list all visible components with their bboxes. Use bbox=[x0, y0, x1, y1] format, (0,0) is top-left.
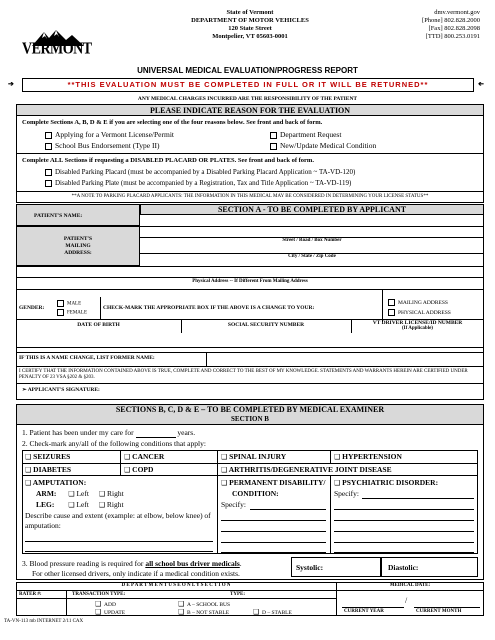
checkbox-icon[interactable]: ❑ bbox=[334, 453, 341, 461]
divider bbox=[414, 607, 480, 608]
agency-line2: DEPARTMENT OF MOTOR VEHICLES bbox=[191, 17, 309, 24]
divider bbox=[16, 319, 382, 320]
cancer-label: CANCER bbox=[132, 452, 165, 461]
type-a[interactable] bbox=[178, 600, 230, 608]
divider bbox=[342, 607, 404, 608]
years-field[interactable] bbox=[136, 428, 176, 438]
option-label: New/Update Medical Condition bbox=[280, 141, 377, 150]
signature-field[interactable] bbox=[130, 383, 484, 400]
amputation-describe: Describe cause and extent (example: at elbow, below knee) of amputation: bbox=[25, 511, 211, 530]
q3-subtext: For other licensed drivers, only indicate if a medical condition exists. bbox=[32, 569, 240, 578]
form-id: TA-VN-113 mb INTERNET 2/11 CAX bbox=[4, 619, 84, 624]
diabetes-label: DIABETES bbox=[33, 465, 72, 474]
reason-instruction-1: Complete Sections A, B, D & E if you are selecting one of the four reasons below. See front and back of form. bbox=[22, 119, 323, 126]
divider bbox=[16, 598, 336, 599]
gender-label: GENDER: bbox=[19, 305, 45, 311]
checkbox-icon[interactable]: ❑ bbox=[221, 453, 228, 461]
divider bbox=[120, 463, 121, 475]
psych-line-3[interactable] bbox=[334, 520, 474, 521]
section-b-subheading: SECTION B bbox=[231, 415, 269, 423]
leg-right-checkbox[interactable]: ❑ bbox=[98, 501, 106, 509]
permanent-line-5[interactable] bbox=[221, 552, 326, 553]
checkbox[interactable] bbox=[57, 300, 64, 307]
arm-right-checkbox[interactable]: ❑ bbox=[98, 490, 106, 498]
divider bbox=[382, 289, 383, 322]
rater-label: RATER #: bbox=[19, 592, 42, 597]
medical-date-label: MEDICAL DATE: bbox=[389, 583, 431, 588]
agency-line1: State of Vermont bbox=[226, 9, 274, 16]
add-label: ADD bbox=[104, 602, 116, 608]
fax-number: [Fax] 802.828.2098 bbox=[428, 25, 480, 32]
q1-text: 1. Patient has been under my care for bbox=[22, 428, 134, 437]
checkbox-icon[interactable]: ❑ bbox=[25, 453, 32, 461]
charges-note: ANY MEDICAL CHARGES INCURRED ARE THE RESPONSIBILITY OF THE PATIENT bbox=[137, 96, 358, 102]
q1-years: years. bbox=[177, 428, 196, 437]
option-label: Department Request bbox=[280, 130, 342, 139]
female-label: FEMALE bbox=[67, 310, 87, 316]
checkbox-icon[interactable]: ❑ bbox=[178, 600, 185, 608]
permanent-line-2[interactable] bbox=[221, 520, 326, 521]
city-field[interactable] bbox=[140, 245, 484, 253]
divider bbox=[330, 475, 331, 554]
condition-psychiatric[interactable] bbox=[334, 478, 438, 487]
divider bbox=[16, 366, 484, 367]
checkbox[interactable] bbox=[388, 299, 395, 306]
arm-label: ARM: bbox=[36, 489, 57, 498]
current-month-field[interactable] bbox=[415, 592, 475, 606]
transaction-add[interactable] bbox=[95, 600, 116, 608]
divider bbox=[16, 289, 484, 290]
condition-arthritis[interactable] bbox=[221, 465, 392, 474]
divider bbox=[66, 590, 67, 616]
current-year-label: CURRENT YEAR bbox=[344, 609, 384, 614]
condition-cancer[interactable] bbox=[124, 452, 164, 461]
condition-spinal[interactable] bbox=[221, 452, 286, 461]
condition-amputation[interactable] bbox=[25, 478, 86, 487]
arrow-left-icon: ➔ bbox=[8, 80, 14, 88]
mailing-change-label: MAILING ADDRESS bbox=[398, 299, 448, 306]
physical-change-label: PHYSICAL ADDRESS bbox=[398, 309, 451, 316]
type-a-label: A – SCHOOL BUS bbox=[187, 602, 231, 608]
q3-text-c: . bbox=[239, 559, 242, 568]
transaction-update[interactable] bbox=[95, 608, 125, 616]
reason-option-placard[interactable] bbox=[45, 168, 355, 176]
change-physical[interactable] bbox=[388, 309, 451, 316]
option-label: Disabled Parking Plate (must be accompanied by a Registration, Tax and Title Application ~ TA-VD-119) bbox=[55, 179, 352, 187]
dob-field[interactable] bbox=[16, 333, 181, 347]
type-d-label: D – STABLE bbox=[262, 610, 292, 616]
current-month-label: CURRENT MONTH bbox=[416, 609, 462, 614]
license-label-sub: (If Applicable) bbox=[402, 326, 433, 331]
ttd-number: [TTD] 800.253.0191 bbox=[425, 33, 480, 40]
patient-name-label: PATIENT'S NAME: bbox=[34, 213, 83, 219]
checkbox-icon[interactable]: ❑ bbox=[95, 608, 102, 616]
leg-label: LEG: bbox=[36, 500, 55, 509]
former-name-label: IF THIS IS A NAME CHANGE, LIST FORMER NAME: bbox=[19, 355, 155, 361]
divider bbox=[22, 463, 478, 464]
mailing-label-2: MAILING bbox=[65, 243, 91, 249]
arrow-bullet-icon: ➢ bbox=[22, 387, 28, 393]
psych-line-2[interactable] bbox=[334, 509, 474, 510]
q1 bbox=[22, 428, 195, 438]
checkbox[interactable] bbox=[270, 143, 277, 150]
permanent-label: PERMANENT DISABILITY/ bbox=[229, 478, 326, 487]
divider bbox=[16, 277, 484, 278]
license-label-text: VT DRIVER LICENSE/ID NUMBER bbox=[372, 320, 463, 326]
q2-text: 2. Check-mark any/all of the following conditions that apply: bbox=[22, 439, 206, 448]
checkbox-icon[interactable]: ❑ bbox=[221, 466, 228, 474]
divider bbox=[16, 347, 484, 348]
patient-name-field[interactable] bbox=[140, 215, 484, 226]
section-a-heading: SECTION A - TO BE COMPLETED BY APPLICANT bbox=[217, 205, 407, 214]
agency-line3: 120 State Street bbox=[228, 25, 272, 32]
diastolic-label: Diastolic: bbox=[388, 563, 419, 572]
ssn-field[interactable] bbox=[181, 333, 351, 347]
license-field[interactable] bbox=[351, 333, 484, 347]
reason-option-plate[interactable] bbox=[45, 179, 351, 187]
transaction-label: TRANSACTION TYPE: bbox=[72, 592, 126, 597]
change-mailing[interactable] bbox=[388, 299, 448, 306]
checkbox-icon[interactable]: ❑ bbox=[95, 600, 102, 608]
psych-specify-label: Specify: bbox=[334, 489, 359, 498]
checkbox[interactable] bbox=[270, 132, 277, 139]
agency-line4: Montpelier, VT 05603-0001 bbox=[212, 33, 288, 40]
arrow-right-icon: ➔ bbox=[478, 80, 484, 88]
amputation-line-2[interactable] bbox=[25, 551, 213, 552]
phone-number: [Phone] 802.828.2000 bbox=[422, 17, 480, 24]
type-label: TYPE: bbox=[230, 592, 245, 597]
systolic-label: Systolic: bbox=[296, 563, 324, 572]
condition-permanent[interactable] bbox=[221, 478, 326, 487]
divider bbox=[120, 450, 121, 463]
permanent-condition-label: CONDITION: bbox=[232, 489, 279, 498]
reason-option-license[interactable] bbox=[45, 130, 174, 139]
divider bbox=[217, 450, 218, 554]
hypertension-label: HYPERTENSION bbox=[342, 452, 402, 461]
divider bbox=[22, 475, 478, 476]
permanent-line-4[interactable] bbox=[221, 542, 326, 543]
signature-label-text: APPLICANT'S SIGNATURE: bbox=[27, 387, 100, 393]
arthritis-label: ARTHRITIS/DEGENERATIVE JOINT DISEASE bbox=[228, 465, 392, 474]
form-title: UNIVERSAL MEDICAL EVALUATION/PROGRESS REPORT bbox=[137, 66, 358, 75]
option-label: School Bus Endorsement (Type II) bbox=[55, 141, 160, 150]
type-b-label: B – NOT STABLE bbox=[187, 610, 230, 616]
arm-left-label: Left bbox=[76, 489, 89, 498]
divider bbox=[100, 297, 101, 319]
psych-line-5[interactable] bbox=[334, 542, 474, 543]
leg-left-label: Left bbox=[76, 500, 89, 509]
amputation-line-1[interactable] bbox=[25, 541, 213, 542]
type-b[interactable] bbox=[178, 608, 229, 616]
physical-label: Physical Address -- If Different From Mailing Address bbox=[192, 279, 308, 284]
amputation-leg bbox=[36, 500, 124, 509]
psych-line-1[interactable] bbox=[362, 498, 474, 499]
divider bbox=[16, 590, 484, 591]
dob-label: DATE OF BIRTH bbox=[77, 322, 120, 328]
former-name-field[interactable] bbox=[206, 352, 484, 366]
divider bbox=[16, 153, 484, 154]
condition-diabetes[interactable] bbox=[25, 465, 71, 474]
update-label: UPDATE bbox=[104, 610, 126, 616]
checkbox-icon[interactable]: ❑ bbox=[178, 608, 185, 616]
checkbox-icon[interactable]: ❑ bbox=[25, 479, 32, 487]
amputation-label: AMPUTATION: bbox=[32, 478, 87, 487]
q3-text-a: 3. Blood pressure reading is required for bbox=[22, 559, 146, 568]
section-b-heading: SECTIONS B, C, D & E – TO BE COMPLETED BY MEDICAL EXAMINER bbox=[115, 405, 385, 414]
checkbox[interactable] bbox=[388, 309, 395, 316]
copd-label: COPD bbox=[132, 465, 154, 474]
placard-note: **A NOTE TO PARKING PLACARD APPLICANTS: THE INFORMATION IN THIS MEDICAL MAY BE CONSIDERED IN DETERMINING YOUR LICENSE STATUS** bbox=[71, 194, 429, 199]
gender-female[interactable] bbox=[57, 309, 87, 316]
current-year-field[interactable] bbox=[346, 592, 401, 606]
permanent-line-3[interactable] bbox=[221, 531, 326, 532]
ssn-label: SOCIAL SECURITY NUMBER bbox=[227, 322, 305, 328]
checkbox-icon[interactable]: ❑ bbox=[334, 479, 341, 487]
male-label: MALE bbox=[67, 301, 82, 307]
mailing-label-3: ADDRESS: bbox=[64, 250, 92, 256]
permanent-line-1[interactable] bbox=[250, 509, 326, 510]
checkbox-icon[interactable]: ❑ bbox=[124, 466, 131, 474]
option-label: Disabled Parking Placard (must be accompanied by a Disabled Parking Placard Application ~ TA-VD-120) bbox=[55, 168, 356, 176]
leg-left-checkbox[interactable]: ❑ bbox=[68, 501, 75, 509]
psych-line-6[interactable] bbox=[334, 552, 474, 553]
dept-use-label: D E P A R T M E N T U S E O N L Y S E C T I O N bbox=[121, 583, 231, 588]
amputation-arm bbox=[36, 489, 124, 498]
agency-block bbox=[175, 9, 325, 41]
reason-option-dept-request[interactable] bbox=[270, 130, 341, 139]
divider bbox=[16, 191, 484, 192]
arm-left-checkbox[interactable]: ❑ bbox=[68, 490, 75, 498]
leg-right-label: Right bbox=[106, 500, 124, 509]
street-field[interactable] bbox=[140, 226, 484, 237]
checkbox-icon[interactable]: ❑ bbox=[25, 466, 32, 474]
reason-instruction-2: Complete ALL Sections if requesting a DISABLED PLACARD OR PLATES. See front and back of form. bbox=[22, 157, 314, 164]
website-link[interactable]: dmv.vermont.gov bbox=[434, 9, 480, 16]
psych-line-4[interactable] bbox=[334, 531, 474, 532]
psych-label: PSYCHIATRIC DISORDER: bbox=[342, 478, 439, 487]
arm-right-label: Right bbox=[106, 489, 124, 498]
checkbox-icon[interactable]: ❑ bbox=[253, 608, 260, 616]
signature-label bbox=[22, 387, 100, 393]
certify-text: I CERTIFY THAT THE INFORMATION CONTAINED ABOVE IS TRUE, COMPLETE AND CORRECT TO THE BEST OF MY KNOWLEDGE. STATEMENTS AND WARRANTS HEREIN ARE CERTIFIED UNDER PENALTY OF 23 VSA §202 & §203. bbox=[19, 369, 468, 380]
city-label: City / State / Zip Code bbox=[288, 254, 336, 259]
seizures-label: SEIZURES bbox=[33, 452, 71, 461]
reason-heading: PLEASE INDICATE REASON FOR THE EVALUATION bbox=[149, 106, 351, 115]
checkbox[interactable] bbox=[45, 180, 52, 187]
street-label: Street / Road / Box Number bbox=[282, 238, 342, 243]
checkbox[interactable] bbox=[45, 132, 52, 139]
license-label bbox=[351, 320, 484, 332]
permanent-specify-label: Specify: bbox=[221, 500, 246, 509]
reason-option-new-condition[interactable] bbox=[270, 141, 376, 150]
q3-text bbox=[22, 559, 242, 568]
checkbox[interactable] bbox=[45, 143, 52, 150]
checkbox-icon[interactable]: ❑ bbox=[124, 453, 131, 461]
checkbox[interactable] bbox=[57, 309, 64, 316]
mailing-label-1: PATIENT'S bbox=[63, 236, 93, 242]
logo-text: VERMONT bbox=[22, 40, 92, 59]
gender-male[interactable] bbox=[57, 300, 81, 307]
vermont-logo bbox=[18, 26, 98, 64]
divider bbox=[330, 450, 331, 463]
checkbox-icon[interactable]: ❑ bbox=[221, 479, 228, 487]
date-slash: / bbox=[405, 596, 408, 605]
q3-text-b: all school bus driver medicals bbox=[145, 559, 240, 568]
option-label: Applying for a Vermont License/Permit bbox=[55, 130, 175, 139]
checkbox[interactable] bbox=[45, 169, 52, 176]
mailing-label bbox=[16, 236, 140, 257]
type-d[interactable] bbox=[253, 608, 292, 616]
condition-seizures[interactable] bbox=[25, 452, 70, 461]
condition-hypertension[interactable] bbox=[334, 452, 402, 461]
spinal-label: SPINAL INJURY bbox=[229, 452, 287, 461]
warning-text: **THIS EVALUATION MUST BE COMPLETED IN FULL OR IT WILL BE RETURNED** bbox=[67, 80, 429, 89]
physical-address-field[interactable] bbox=[16, 266, 484, 277]
reason-option-school-bus[interactable] bbox=[45, 141, 159, 150]
condition-copd[interactable] bbox=[124, 465, 153, 474]
checkmark-label: CHECK-MARK THE APPROPRIATE BOX IF THE ABOVE IS A CHANGE TO YOUR: bbox=[103, 305, 315, 311]
contact-block bbox=[370, 9, 480, 41]
